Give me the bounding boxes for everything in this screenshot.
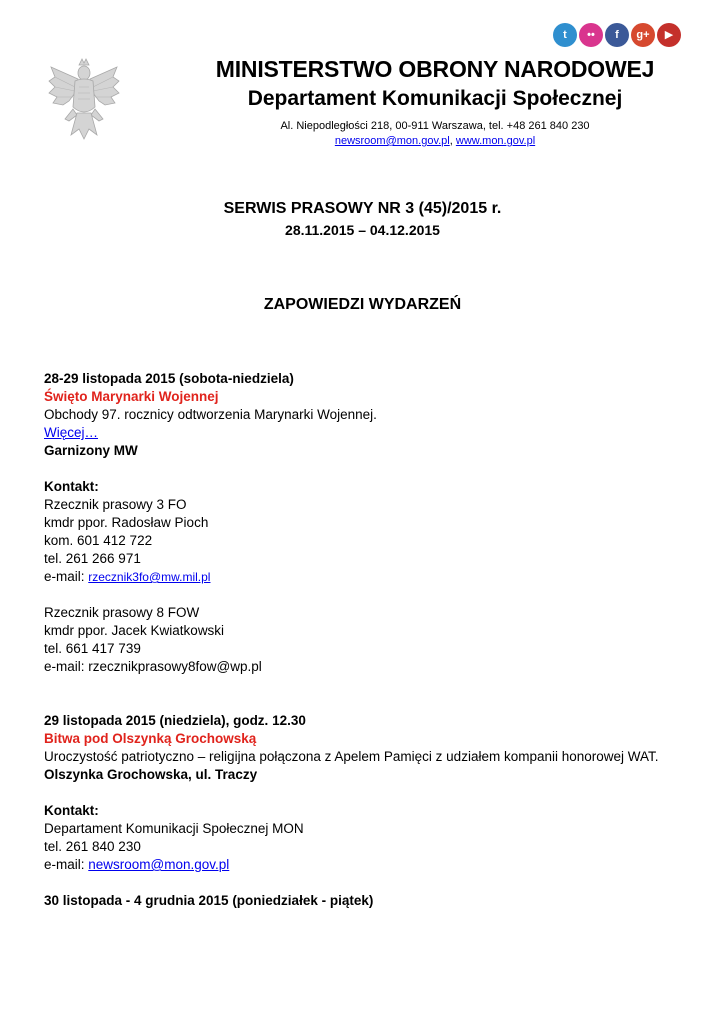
event-location: Olszynka Grochowska, ul. Traczy (44, 767, 258, 782)
contact-line: kmdr ppor. Radosław Pioch (44, 515, 209, 530)
event-date: 30 listopada - 4 grudnia 2015 (poniedziałek - piątek) (44, 893, 374, 908)
event-description: Uroczystość patriotyczno – religijna połączona z Apelem Pamięci z udziałem kompanii honorowej WAT. (44, 749, 659, 764)
contact-line: Rzecznik prasowy 8 FOW (44, 605, 200, 620)
event-location: Garnizony MW (44, 443, 138, 458)
contact-line: e-mail: rzecznikprasowy8fow@wp.pl (44, 659, 262, 674)
more-link[interactable]: Więcej… (44, 425, 99, 440)
contact-email-link[interactable]: newsroom@mon.gov.pl (88, 857, 230, 872)
event-title: Bitwa pod Olszynką Grochowską (44, 731, 257, 746)
link-separator: , (449, 135, 456, 147)
contact-email-link[interactable]: rzecznik3fo@mw.mil.pl (88, 570, 211, 584)
section-title: ZAPOWIEDZI WYDARZEŃ (263, 296, 462, 313)
contact-line: tel. 261 266 971 (44, 551, 141, 566)
events-content (44, 370, 704, 910)
social-icons (553, 23, 681, 47)
contact-email-line (44, 568, 704, 586)
contact-line: kmdr ppor. Jacek Kwiatkowski (44, 623, 225, 638)
google-plus-icon[interactable]: g+ (631, 23, 655, 47)
polish-eagle-emblem-icon (45, 57, 123, 143)
address: Al. Niepodległości 218, 00-911 Warszawa, tel. +48 261 840 230 (280, 120, 590, 132)
facebook-icon[interactable]: f (605, 23, 629, 47)
event-description: Obchody 97. rocznicy odtworzenia Marynarki Wojennej. (44, 407, 377, 422)
newsroom-email-link[interactable]: newsroom@mon.gov.pl (334, 135, 450, 147)
youtube-icon[interactable]: ▶ (657, 23, 681, 47)
contact-line: tel. 261 840 230 (44, 839, 141, 854)
department-title: Departament Komunikacji Społecznej (247, 87, 623, 110)
serwis-title: SERWIS PRASOWY NR 3 (45)/2015 r. (223, 200, 502, 217)
twitter-icon[interactable]: t (553, 23, 577, 47)
flickr-icon[interactable]: •• (579, 23, 603, 47)
contact-label: Kontakt: (44, 803, 99, 818)
email-prefix: e-mail: (44, 857, 89, 872)
ministry-title: MINISTERSTWO OBRONY NARODOWEJ (215, 56, 655, 82)
event-title: Święto Marynarki Wojennej (44, 389, 219, 404)
header-links (150, 135, 720, 147)
website-link[interactable]: www.mon.gov.pl (455, 135, 536, 147)
event-date: 29 listopada 2015 (niedziela), godz. 12.30 (44, 713, 306, 728)
contact-email-line (44, 856, 704, 874)
serwis-dates: 28.11.2015 – 04.12.2015 (285, 222, 440, 238)
email-prefix: e-mail: (44, 569, 89, 584)
contact-line: Rzecznik prasowy 3 FO (44, 497, 187, 512)
contact-line: tel. 661 417 739 (44, 641, 141, 656)
contact-line: kom. 601 412 722 (44, 533, 153, 548)
contact-label: Kontakt: (44, 479, 99, 494)
event-date: 28-29 listopada 2015 (sobota-niedziela) (44, 371, 294, 386)
contact-line: Departament Komunikacji Społecznej MON (44, 821, 304, 836)
